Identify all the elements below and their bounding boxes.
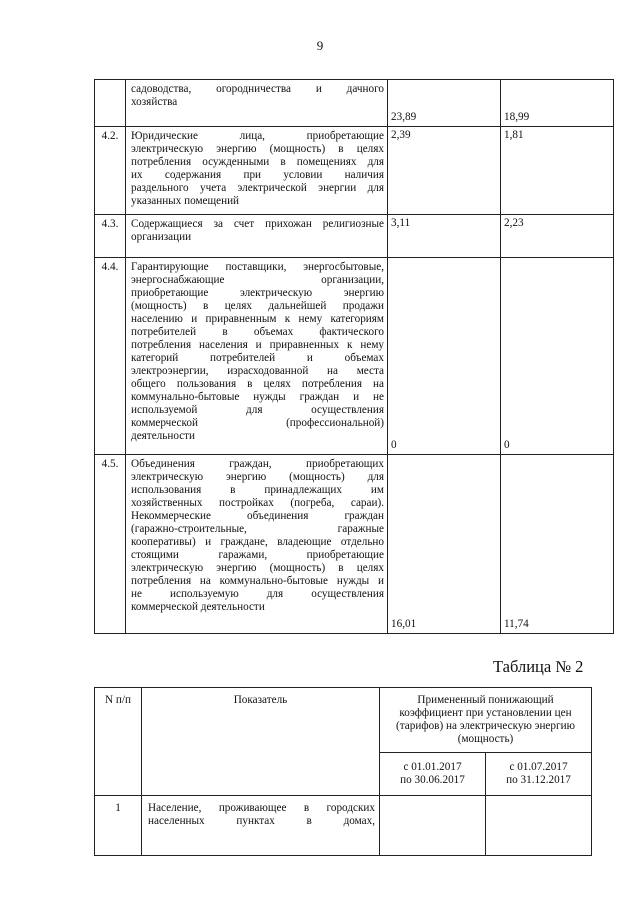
row-text (126, 215, 388, 258)
row-num: 4.4. (95, 258, 126, 455)
row-text-line: общего пользования в целях потребления на (131, 378, 384, 390)
row-text-line: потребления осужденными в помещениях для (131, 156, 384, 168)
row-text (126, 80, 388, 127)
row-text-line: коммерческой (профессиональной) (131, 417, 384, 429)
header-coef-line: (мощность) (457, 733, 514, 745)
row-value-text: 18,99 (504, 111, 530, 123)
row-text-line: (мощность) в целях дальнейшей продажи (131, 300, 384, 312)
row-text (142, 796, 380, 856)
row-text-line: коммунально-бытовые нужды граждан и не (131, 391, 384, 403)
row-value-1 (388, 215, 501, 258)
row-text-line: организации (131, 231, 192, 243)
table-row (95, 796, 592, 856)
row-num: 4.3. (95, 215, 126, 258)
row-value-text: 0 (504, 439, 510, 451)
coefficient-table (94, 687, 592, 856)
header-period-2 (486, 753, 592, 796)
row-text-line: электрическую энергию (мощность) в целях (131, 562, 384, 574)
header-indicator: Показатель (142, 688, 380, 796)
row-value-text: 2,39 (391, 129, 411, 141)
row-text-line: Гарантирующие поставщики, энергосбытовые, (131, 261, 384, 273)
row-value-text: 2,23 (504, 217, 524, 229)
row-value-2 (501, 127, 614, 215)
row-num: 4.5. (95, 455, 126, 634)
row-value-2 (501, 215, 614, 258)
row-text (126, 455, 388, 634)
row-text-line: энергоснабжающие организации, (131, 274, 384, 286)
row-text-line: электрическую энергию (мощность) в целях (131, 143, 384, 155)
row-text-line: Население, проживающее в городских (148, 802, 375, 814)
period-1-line: с 01.01.2017 (403, 761, 462, 773)
row-text-line: садоводства, огородничества и дачного (131, 83, 384, 95)
row-value-1 (388, 80, 501, 127)
row-text-line: деятельности (131, 430, 196, 442)
row-value-text: 11,74 (504, 618, 529, 630)
row-value-2 (501, 455, 614, 634)
row-value-text: 1,81 (504, 129, 524, 141)
row-text (126, 258, 388, 455)
row-text-line: их содержания при условии наличия (131, 169, 384, 181)
row-text-line: коммерческой деятельности (131, 601, 265, 613)
row-text-line: кооперативы) и граждане, владеющие отдельно (131, 536, 384, 548)
row-text-line: раздельного учета электрической энергии для (131, 182, 384, 194)
table-row (95, 455, 614, 634)
row-text-line: (гаражно-строительные, гаражные (131, 523, 384, 535)
header-coefficient (380, 688, 592, 753)
row-num: 4.2. (95, 127, 126, 215)
period-2-line: по 31.12.2017 (506, 774, 571, 786)
row-text-line: хозяйственных постройках (погреба, сараи). (131, 497, 384, 509)
row-text-line: указанных помещений (131, 195, 240, 207)
row-text-line: потребления на коммунально-бытовые нужды и (131, 575, 384, 587)
header-coef-line: (тарифов) на электрическую энергию (396, 720, 575, 732)
table-2-caption: Таблица № 2 (493, 657, 584, 676)
row-text-line: используемой для осуществления (131, 404, 384, 416)
row-value-text: 23,89 (391, 111, 417, 123)
row-num (95, 80, 126, 127)
table-row (95, 258, 614, 455)
row-value-1 (388, 455, 501, 634)
row-text-line: стоящими гаражами, приобретающие (131, 549, 384, 561)
row-value-1 (388, 127, 501, 215)
page-number: 9 (316, 38, 324, 53)
period-1-line: по 30.06.2017 (400, 774, 465, 786)
tariff-table-continued (94, 79, 614, 634)
row-text-line: населенных пунктах в домах, (148, 815, 375, 827)
row-value-text: 16,01 (391, 618, 417, 630)
row-text-line: приобретающие электрическую энергию (131, 287, 384, 299)
row-text-line: использования в принадлежащих им (131, 484, 384, 496)
table-row (95, 127, 614, 215)
row-text-line: хозяйства (131, 96, 178, 108)
row-num: 1 (95, 796, 142, 856)
row-text-line: категорий потребителей и объемах (131, 352, 384, 364)
row-text-line: потребителей в объемах фактического (131, 326, 384, 338)
row-text-line: электрическую энергию (мощность) для (131, 471, 384, 483)
row-value-1 (380, 796, 486, 856)
row-text-line: Некоммерческие объединения граждан (131, 510, 384, 522)
row-text-line: потребления населения и приравненных к нему (131, 339, 384, 351)
row-value-2 (501, 258, 614, 455)
row-text-line: Объединения граждан, приобретающих (131, 458, 384, 470)
row-text-line: Юридические лица, приобретающие (131, 130, 384, 142)
table-row (95, 215, 614, 258)
header-coef-line: коэффициент при установлении цен (399, 707, 572, 719)
header-period-1 (380, 753, 486, 796)
header-coef-line: Примененный понижающий (417, 694, 554, 706)
header-num: N п/п (95, 688, 142, 796)
table-header-row (95, 688, 592, 753)
row-text (126, 127, 388, 215)
row-text-line: населению и приравненным к нему категориям (131, 313, 384, 325)
table-row (95, 80, 614, 127)
period-2-line: с 01.07.2017 (509, 761, 568, 773)
row-text-line: Содержащиеся за счет прихожан религиозные (131, 218, 384, 230)
row-value-2 (501, 80, 614, 127)
row-text-line: электроэнергии, израсходованной на места (131, 365, 384, 377)
row-value-text: 0 (391, 439, 397, 451)
row-text-line: не используемую для осуществления (131, 588, 384, 600)
row-value-1 (388, 258, 501, 455)
row-value-2 (486, 796, 592, 856)
row-value-text: 3,11 (391, 217, 411, 229)
